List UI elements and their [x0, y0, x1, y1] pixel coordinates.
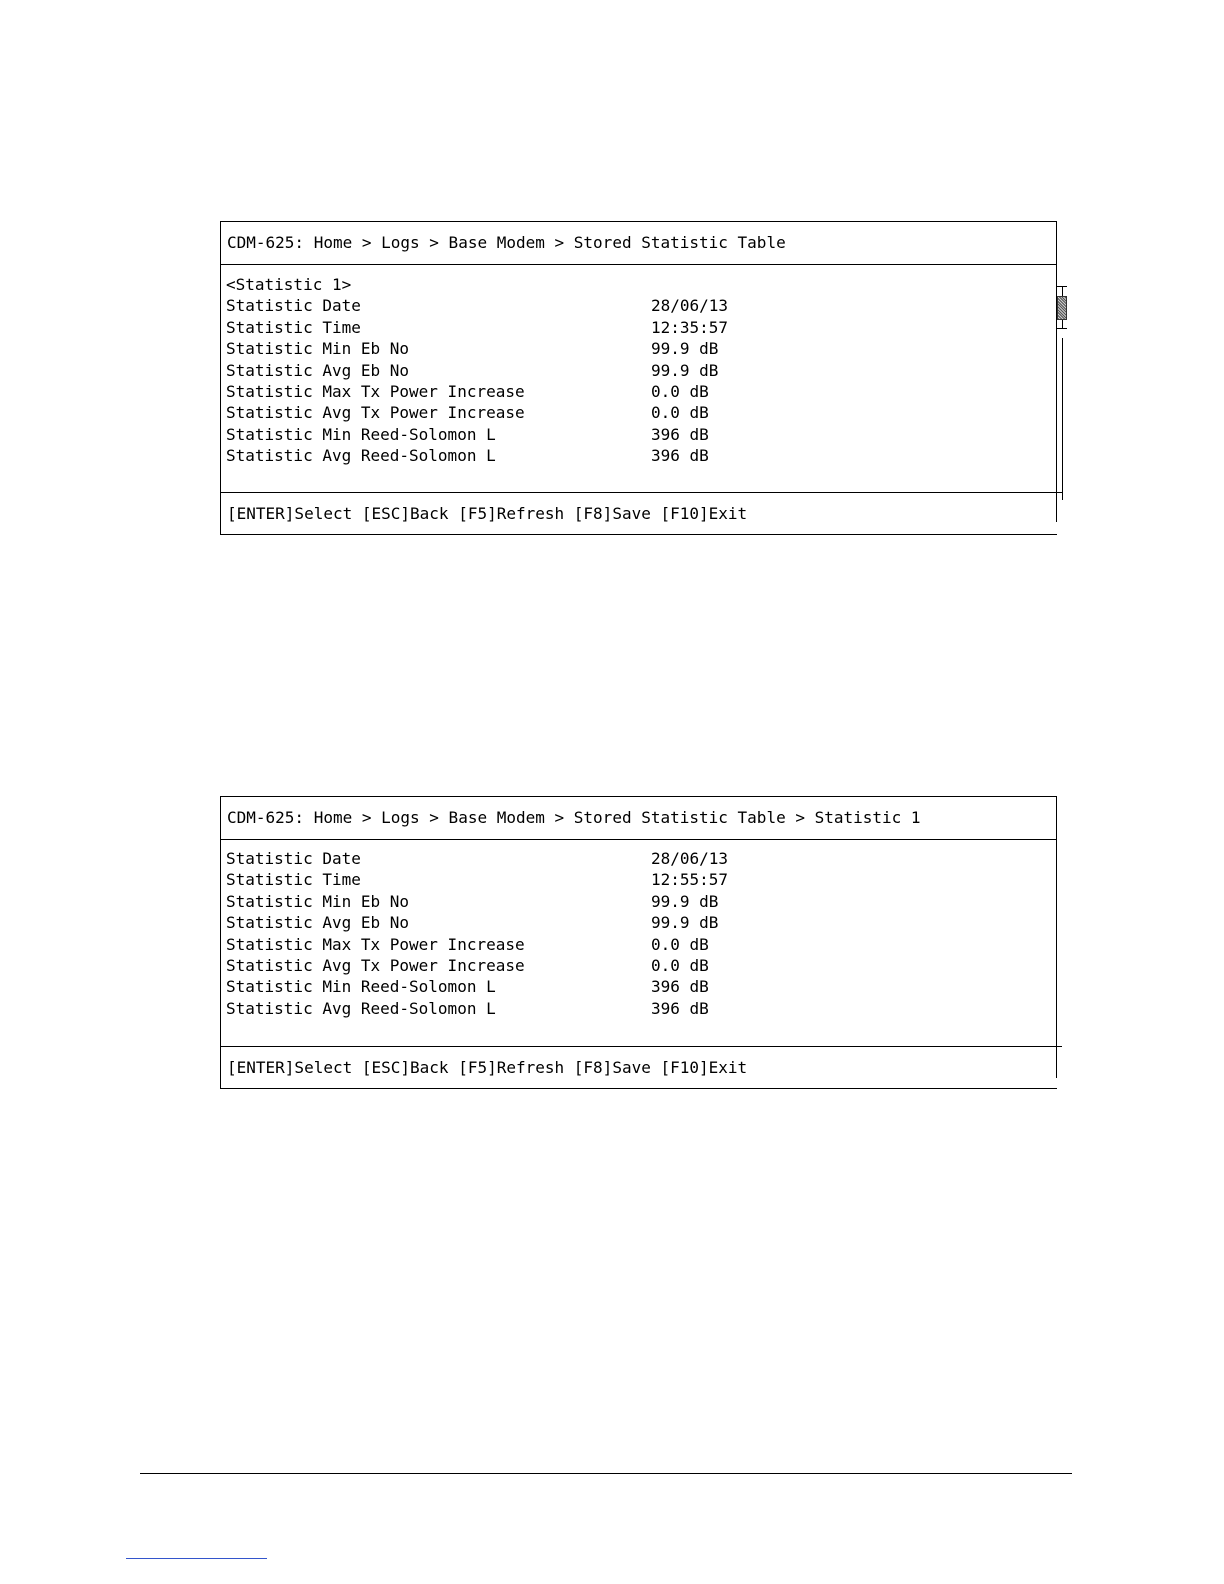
row-label: Statistic Min Eb No [226, 339, 410, 359]
row-label: Statistic Time [226, 870, 361, 890]
row-label: Statistic Date [226, 296, 361, 316]
row-label: Statistic Min Reed-Solomon L [226, 977, 496, 997]
row-value: 0.0 dB [651, 955, 709, 975]
row-value: 12:55:57 [651, 870, 729, 890]
table-row[interactable] [220, 912, 1057, 933]
row-label: <Statistic 1> [226, 275, 352, 294]
table-row[interactable] [220, 317, 1057, 338]
row-label: Statistic Avg Tx Power Increase [226, 403, 525, 423]
row-label: Statistic Avg Reed-Solomon L [226, 446, 496, 466]
row-value: 396 dB [651, 424, 709, 444]
row-label: Statistic Avg Eb No [226, 913, 410, 933]
table-row[interactable] [220, 848, 1057, 869]
row-label: Statistic Time [226, 317, 361, 337]
row-value: 99.9 dB [651, 913, 719, 933]
row-label: Statistic Avg Tx Power Increase [226, 955, 525, 975]
table-row[interactable] [220, 445, 1057, 466]
table-row[interactable] [220, 424, 1057, 445]
table-row[interactable] [220, 891, 1057, 912]
statistic-detail-list [220, 848, 1057, 1019]
row-label: Statistic Avg Reed-Solomon L [226, 998, 496, 1018]
table-row[interactable] [220, 402, 1057, 423]
row-value: 0.0 dB [651, 934, 709, 954]
row-value: 28/06/13 [651, 296, 729, 316]
row-value: 396 dB [651, 977, 709, 997]
table-row[interactable] [220, 934, 1057, 955]
row-value: 99.9 dB [651, 339, 719, 359]
key-help-footer: [ENTER]Select [ESC]Back [F5]Refresh [F8]Save [F10]Exit [221, 492, 1062, 535]
scrollbar-thumb[interactable] [1057, 296, 1067, 320]
row-label: Statistic Max Tx Power Increase [226, 381, 525, 401]
table-row[interactable] [220, 338, 1057, 359]
row-value: 0.0 dB [651, 403, 709, 423]
row-value: 396 dB [651, 446, 709, 466]
table-row[interactable] [220, 998, 1057, 1019]
key-help-footer: [ENTER]Select [ESC]Back [F5]Refresh [F8]Save [F10]Exit [221, 1046, 1062, 1089]
breadcrumb: CDM-625: Home > Logs > Base Modem > Stored Statistic Table > Statistic 1 [221, 797, 1057, 840]
row-value: 28/06/13 [651, 849, 729, 868]
statistic-list [220, 264, 1057, 467]
scrollbar[interactable] [1055, 286, 1069, 500]
breadcrumb: CDM-625: Home > Logs > Base Modem > Stored Statistic Table [221, 222, 1057, 265]
page-footer-rule [140, 1473, 1072, 1474]
row-label: Statistic Min Reed-Solomon L [226, 424, 496, 444]
row-value: 0.0 dB [651, 381, 709, 401]
row-label: Statistic Min Eb No [226, 891, 410, 911]
table-row[interactable] [220, 955, 1057, 976]
row-value: 396 dB [651, 998, 709, 1018]
row-label: Statistic Max Tx Power Increase [226, 934, 525, 954]
row-value: 99.9 dB [651, 360, 719, 380]
link-underline [126, 1558, 267, 1559]
list-item-statistic-1[interactable] [220, 274, 1057, 295]
row-value: 12:35:57 [651, 317, 729, 337]
row-label: Statistic Avg Eb No [226, 360, 410, 380]
row-label: Statistic Date [226, 849, 361, 868]
table-row[interactable] [220, 976, 1057, 997]
table-row[interactable] [220, 381, 1057, 402]
table-row[interactable] [220, 295, 1057, 316]
row-value: 99.9 dB [651, 891, 719, 911]
table-row[interactable] [220, 869, 1057, 890]
table-row[interactable] [220, 360, 1057, 381]
